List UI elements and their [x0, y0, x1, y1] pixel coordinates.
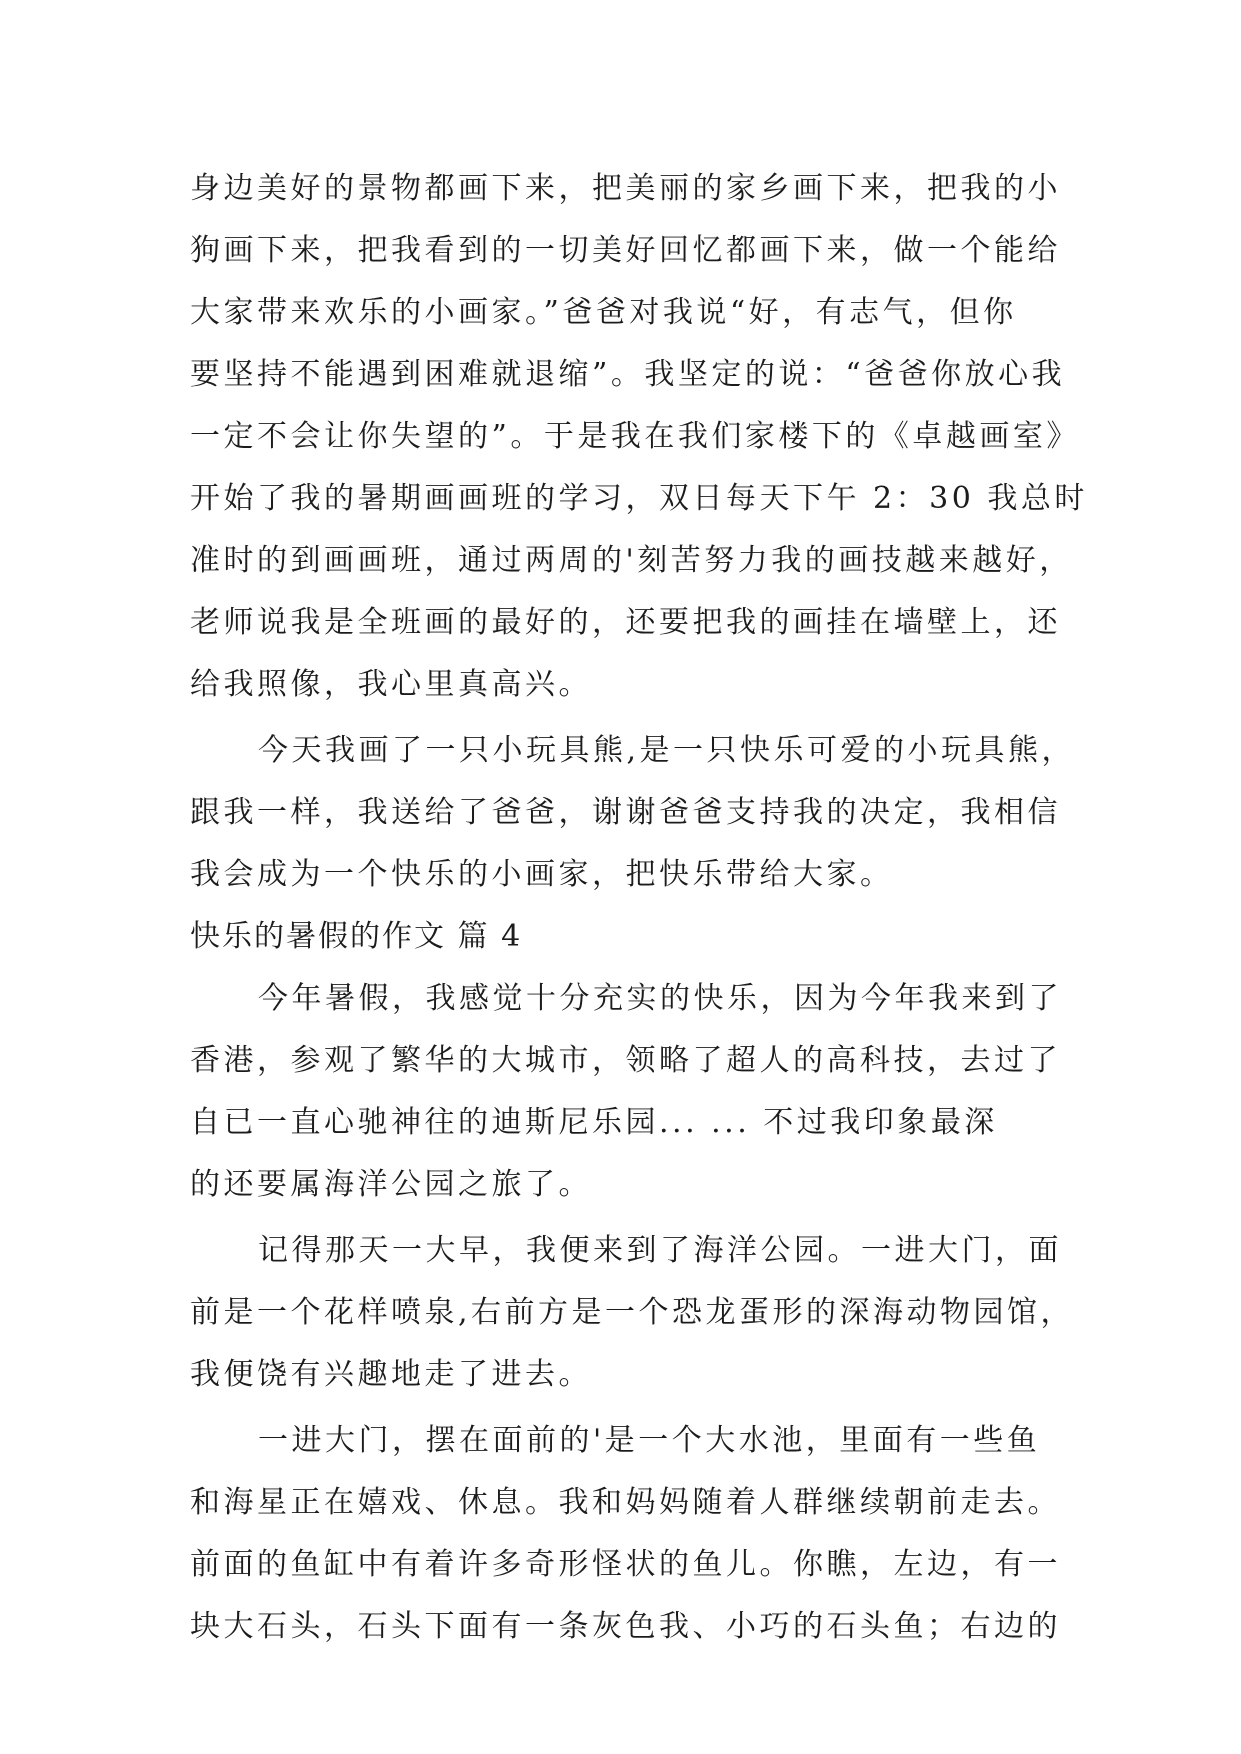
text-line: 的还要属海洋公园之旅了。	[190, 1167, 592, 1202]
text-line: 一定不会让你失望的”。于是我在我们家楼下的《卓越画室》	[190, 419, 1080, 454]
paragraph	[190, 720, 1076, 906]
text-line: 今年暑假，我感觉十分充实的快乐，因为今年我来到了	[258, 981, 1062, 1016]
text-line: 老师说我是全班画的最好的，还要把我的画挂在墙壁上，还	[190, 605, 1061, 640]
text-line: 身边美好的景物都画下来，把美丽的家乡画下来，把我的小	[190, 171, 1061, 206]
text-line: 我便饶有兴趣地走了进去。	[190, 1357, 592, 1392]
text-line: 今天我画了一只小玩具熊,是一只快乐可爱的小玩具熊，	[258, 733, 1076, 768]
text-line: 狗画下来，把我看到的一切美好回忆都画下来，做一个能给	[190, 233, 1061, 268]
text-line: 和海星正在嬉戏、休息。我和妈妈随着人群继续朝前走去。	[190, 1485, 1061, 1520]
text-line: 自已一直心驰神往的迪斯尼乐园... ... 不过我印象最深	[190, 1105, 998, 1140]
text-line: 块大石头，石头下面有一条灰色我、小巧的石头鱼；右边的	[190, 1609, 1061, 1644]
text-line: 一进大门，摆在面前的'是一个大水池，里面有一些鱼	[258, 1423, 1041, 1458]
text-line: 前面的鱼缸中有着许多奇形怪状的鱼儿。你瞧，左边，有一	[190, 1547, 1061, 1582]
paragraph	[190, 1410, 1070, 1658]
paragraph	[190, 158, 1088, 716]
text-line: 我会成为一个快乐的小画家，把快乐带给大家。	[190, 857, 894, 892]
article-body	[190, 158, 1088, 1658]
text-line: 开始了我的暑期画画班的学习，双日每天下午 2：30 我总时	[190, 481, 1088, 516]
text-line: 要坚持不能遇到困难就退缩”。我坚定的说：“爸爸你放心我	[190, 357, 1066, 392]
text-line: 记得那天一大早，我便来到了海洋公园。一进大门，面	[258, 1233, 1062, 1268]
text-line: 大家带来欢乐的小画家。”爸爸对我说“好，有志气，但你	[190, 295, 1017, 330]
section-heading: 快乐的暑假的作文 篇 4	[190, 919, 523, 954]
text-line: 给我照像，我心里真高兴。	[190, 667, 592, 702]
paragraph	[190, 1220, 1075, 1406]
paragraph	[190, 968, 1070, 1216]
text-line: 前是一个花样喷泉,右前方是一个恐龙蛋形的深海动物园馆，	[190, 1295, 1075, 1330]
text-line: 跟我一样，我送给了爸爸，谢谢爸爸支持我的决定，我相信	[190, 795, 1061, 830]
text-line: 香港，参观了繁华的大城市，领略了超人的高科技，去过了	[190, 1043, 1061, 1078]
text-line: 准时的到画画班，通过两周的'刻苦努力我的画技越来越好，	[190, 543, 1073, 578]
